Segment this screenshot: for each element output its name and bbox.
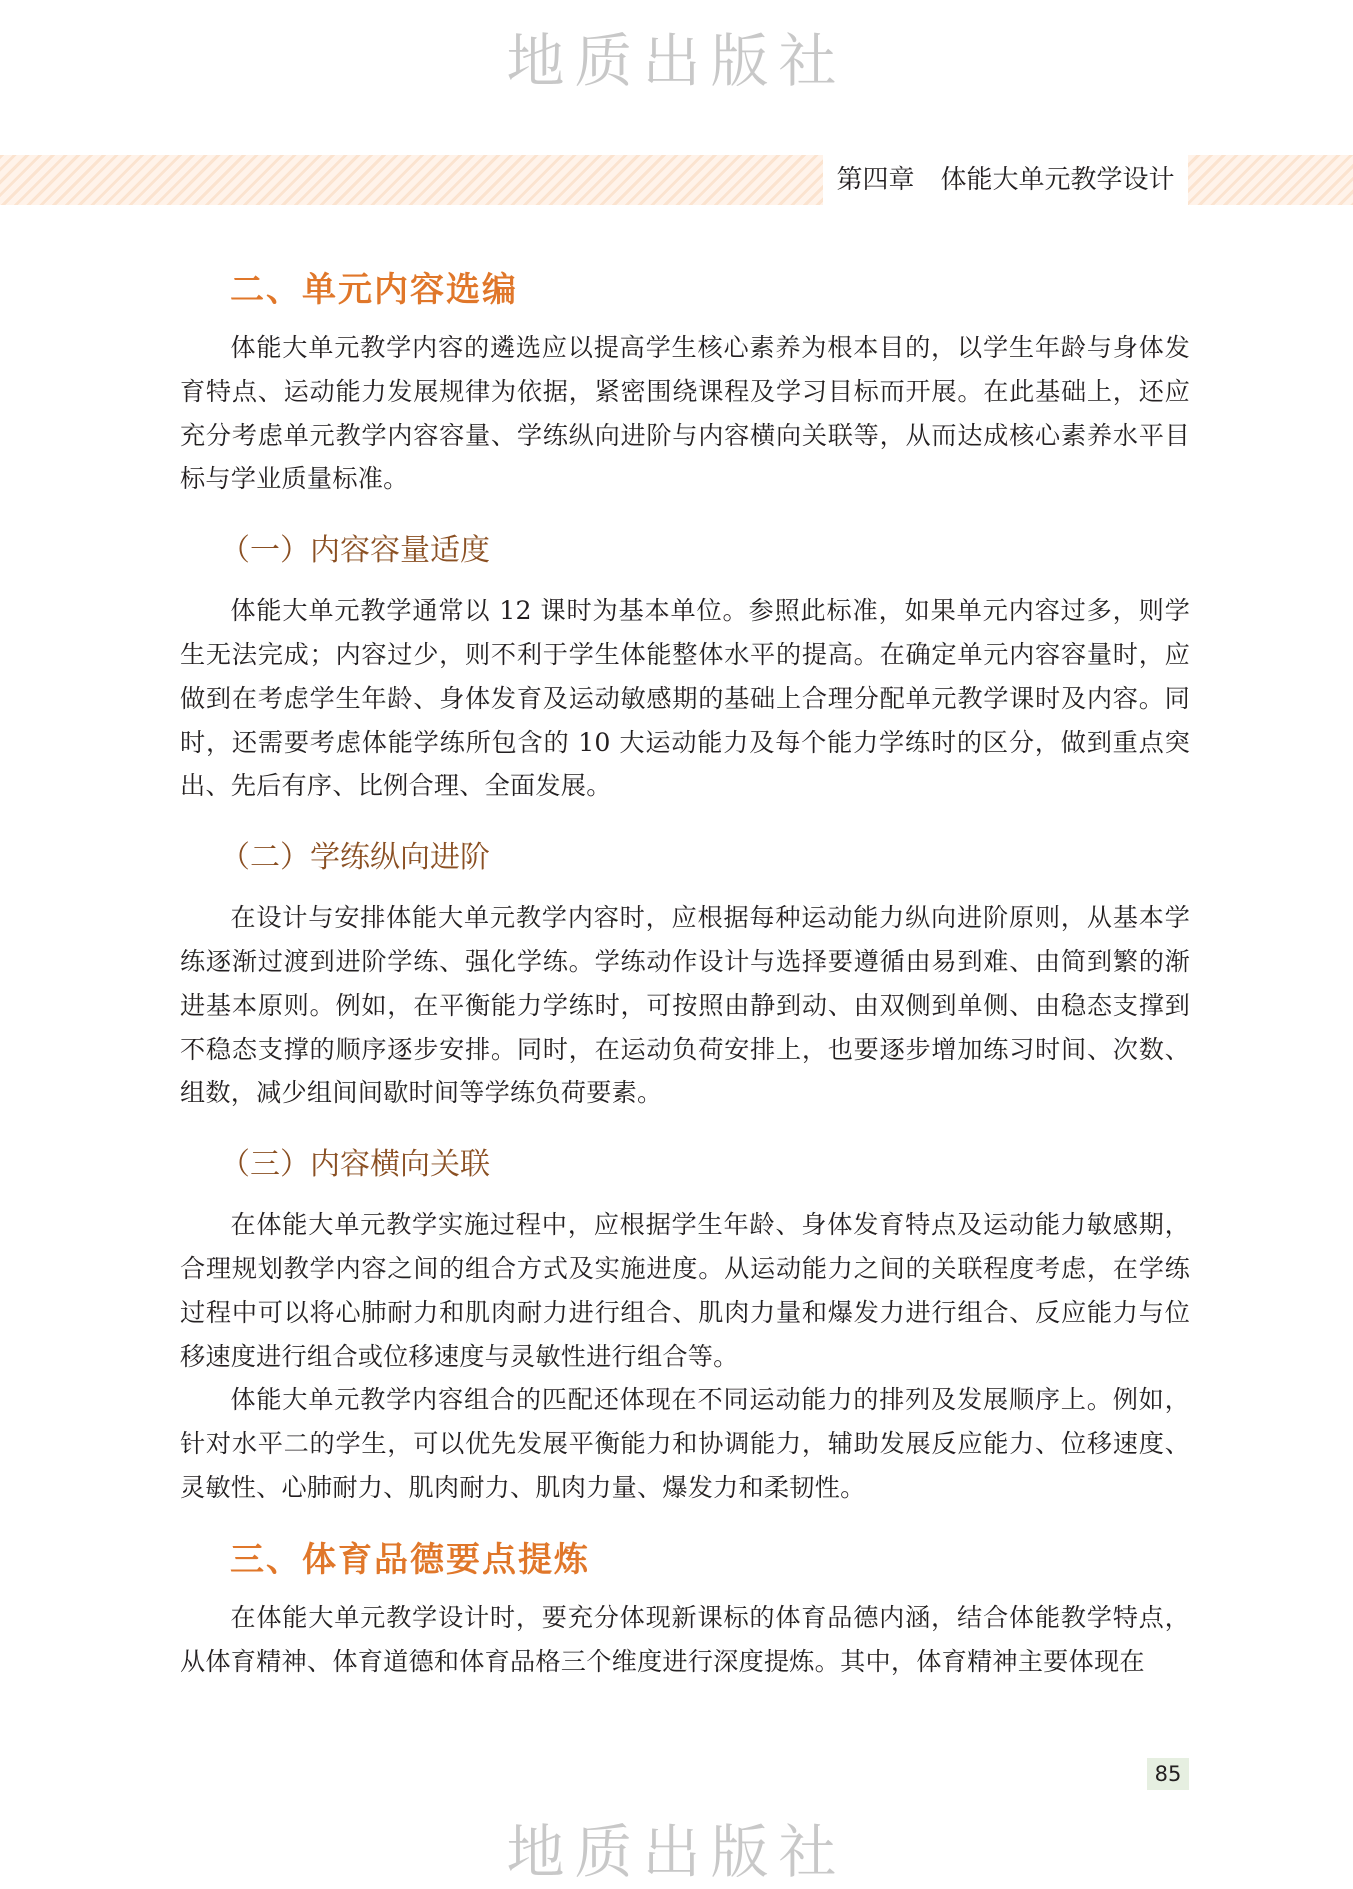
publisher-watermark-top: 地质出版社 <box>506 27 847 95</box>
paragraph: 在体能大单元教学设计时，要充分体现新课标的体育品德内涵，结合体能教学特点，从体育精神、体育道德和体育品格三个维度进行深度提炼。其中，体育精神主要体现在 <box>180 1602 1190 1676</box>
section-title-2: 二、单元内容选编 <box>230 270 518 310</box>
paragraph: 在设计与安排体能大单元教学内容时，应根据每种运动能力纵向进阶原则，从基本学练逐渐过渡到进阶学练、强化学练。学练动作设计与选择要遵循由易到难、由简到繁的渐进基本原则。例如，在平衡能力学练时，可按照由静到动、由双侧到单侧、由稳态支撑到不稳态支撑的顺序逐步安排。同时，在运动负荷安排上，也要逐步增加练习时间、次数、组数，减少组间间歇时间等学练负荷要素。 <box>180 903 1190 1108</box>
paragraph: 体能大单元教学内容组合的匹配还体现在不同运动能力的排列及发展顺序上。例如，针对水平二的学生，可以优先发展平衡能力和协调能力，辅助发展反应能力、位移速度、灵敏性、心肺耐力、肌肉耐力、肌肉力量、爆发力和柔韧性。 <box>180 1385 1190 1502</box>
chapter-header: 第四章 体能大单元教学设计 <box>823 155 1188 205</box>
page-content <box>180 262 1190 1683</box>
subsection-title-1: （一）内容容量适度 <box>220 533 490 569</box>
paragraph: 体能大单元教学通常以 12 课时为基本单位。参照此标准，如果单元内容过多，则学生无法完成；内容过少，则不利于学生体能整体水平的提高。在确定单元内容容量时，应做到在考虑学生年龄、身体发育及运动敏感期的基础上合理分配单元教学课时及内容。同时，还需要考虑体能学练所包含的 10 大运动能力及每个能力学练时的区分，做到重点突出、先后有序、比例合理、全面发展。 <box>180 596 1190 801</box>
paragraph: 体能大单元教学内容的遴选应以提高学生核心素养为根本目的，以学生年龄与身体发育特点、运动能力发展规律为依据，紧密围绕课程及学习目标而开展。在此基础上，还应充分考虑单元教学内容容量、学练纵向进阶与内容横向关联等，从而达成核心素养水平目标与学业质量标准。 <box>180 333 1190 494</box>
section-title-3: 三、体育品德要点提炼 <box>230 1539 590 1580</box>
subsection-title-2: （二）学练纵向进阶 <box>220 840 490 876</box>
subsection-title-3: （三）内容横向关联 <box>220 1147 490 1183</box>
paragraph: 在体能大单元教学实施过程中，应根据学生年龄、身体发育特点及运动能力敏感期，合理规划教学内容之间的组合方式及实施进度。从运动能力之间的关联程度考虑，在学练过程中可以将心肺耐力和肌肉耐力进行组合、肌肉力量和爆发力进行组合、反应能力与位移速度进行组合或位移速度与灵敏性进行组合等。 <box>180 1210 1190 1371</box>
publisher-watermark-bottom: 地质出版社 <box>506 1818 847 1886</box>
page-number: 85 <box>1147 1758 1189 1790</box>
